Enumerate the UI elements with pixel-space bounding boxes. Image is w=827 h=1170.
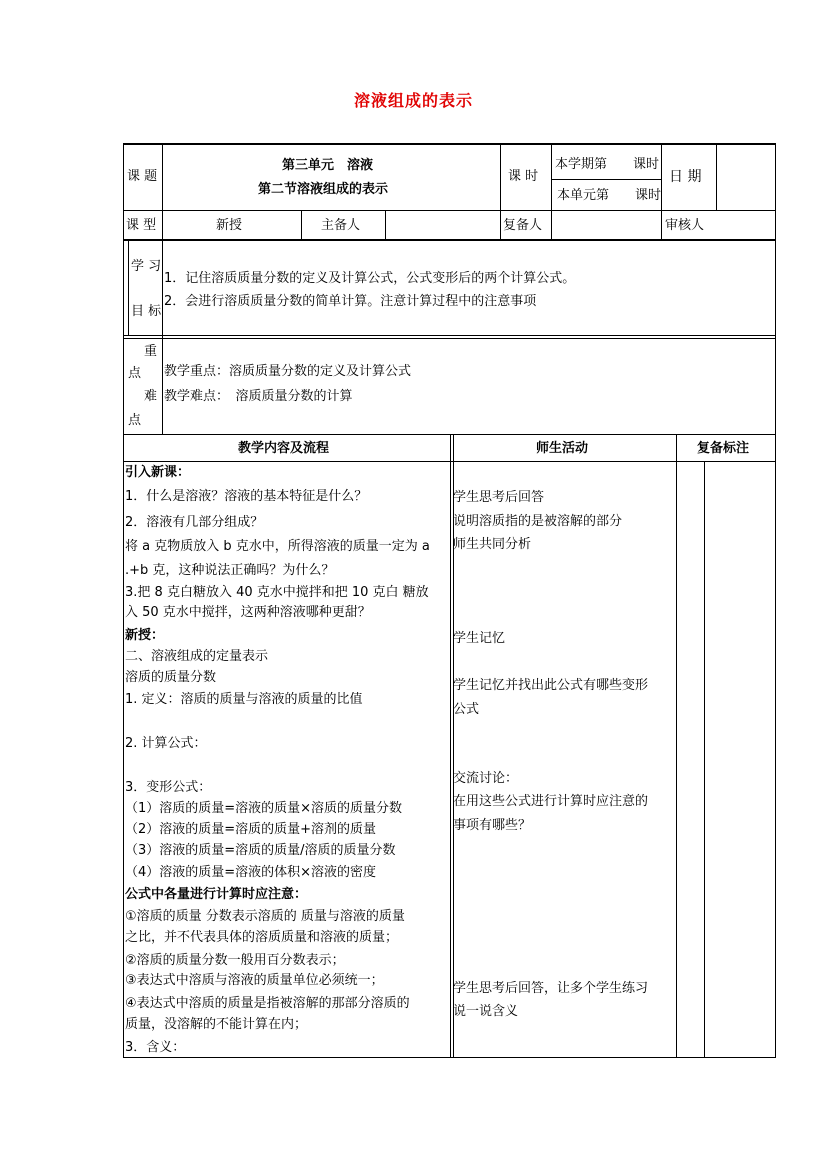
table-divider (123, 338, 776, 339)
hours-divider (551, 179, 661, 180)
content-line: 新授： (125, 628, 165, 643)
hours-label: 课 时 (508, 169, 539, 184)
focus-label: 难 (144, 389, 158, 404)
content-line: ②溶质的质量分数一般用百分数表示； (125, 953, 345, 968)
table-divider (551, 143, 552, 239)
page-title: 溶液组成的表示 (353, 91, 473, 110)
content-line: （2）溶液的质量=溶质的质量+溶剂的质量 (125, 822, 377, 837)
table-divider (704, 461, 705, 1057)
content-line: 2．溶液有几部分组成？ (125, 515, 264, 530)
focus-label: 点 (128, 413, 142, 428)
column-header-content: 教学内容及流程 (238, 441, 330, 456)
type-label: 课 型 (126, 218, 157, 233)
activity-item: 学生记忆并找出此公式有哪些变形 (453, 678, 649, 693)
goal-item: 2．会进行溶质质量分数的简单计算。注意计算过程中的注意事项 (164, 294, 537, 309)
content-line: 入 50 克水中搅拌，这两种溶液哪种更甜？ (125, 605, 371, 620)
content-line: 3.把 8 克白糖放入 40 克水中搅拌和把 10 克白 糖放 (125, 585, 429, 600)
content-line: ③表达式中溶质与溶液的质量单位必须统一； (125, 973, 384, 988)
activity-item: 公式 (453, 702, 480, 717)
key-point: 教学重点：溶质质量分数的定义及计算公式 (164, 364, 412, 379)
topic-label: 课 题 (127, 169, 158, 184)
table-divider (661, 143, 662, 239)
table-divider (450, 434, 451, 1057)
table-divider (123, 335, 776, 336)
table-border-right (775, 143, 776, 1058)
semester-hours: 本学期第 课时 (555, 157, 660, 172)
reviewer-label: 审核人 (665, 218, 705, 233)
difficult-point: 教学难点： 溶质质量分数的计算 (164, 389, 353, 404)
column-header-activity: 师生活动 (536, 441, 589, 456)
activity-item: 学生思考后回答，让多个学生练习 (453, 981, 649, 996)
activity-item: 在用这些公式进行计算时应注意的 (453, 794, 649, 809)
content-line: ①溶质的质量 分数表示溶质的 质量与溶液的质量 (125, 909, 405, 924)
content-line: 3．变形公式： (125, 780, 212, 795)
goals-label-2: 目 标 (131, 304, 162, 319)
table-divider (162, 143, 163, 434)
content-line: 公式中各量进行计算时应注意： (125, 887, 308, 902)
activity-item: 说一说含义 (453, 1004, 519, 1019)
content-line: ④表达式中溶质的质量是指被溶解的那部分溶质的 (125, 996, 410, 1011)
activity-item: 师生共同分析 (453, 537, 532, 552)
table-divider (676, 434, 677, 1057)
focus-label: 重 (144, 344, 158, 359)
content-line: 3．含义： (125, 1040, 186, 1055)
goal-item: 1．记住溶质质量分数的定义及计算公式，公式变形后的两个计算公式。 (164, 271, 576, 286)
type-value: 新授 (216, 218, 243, 233)
table-divider (500, 143, 501, 239)
activity-item: 学生记忆 (453, 631, 506, 646)
activity-item: 交流讨论： (453, 771, 519, 786)
activity-item: 学生思考后回答 (453, 490, 545, 505)
content-line: 1．什么是溶液？溶液的基本特征是什么？ (125, 489, 368, 504)
column-header-notes: 复备标注 (697, 441, 750, 456)
content-line: 引入新课： (125, 465, 191, 480)
table-divider (123, 210, 776, 211)
unit-title: 第三单元 溶液 (282, 158, 374, 173)
goals-label-1: 学 习 (131, 259, 162, 274)
table-border-left (123, 143, 124, 1058)
activity-item: 说明溶质指的是被溶解的部分 (453, 514, 623, 529)
content-line: .+b 克，这种说法正确吗？为什么？ (125, 563, 335, 578)
table-divider (301, 210, 302, 239)
content-line: 二、溶液组成的定量表示 (125, 649, 269, 664)
date-label: 日 期 (669, 169, 702, 185)
content-line: （1）溶质的质量=溶液的质量×溶质的质量分数 (125, 801, 403, 816)
content-line: 1. 定义：溶质的质量与溶液的质量的比值 (125, 692, 363, 707)
content-line: （4）溶液的质量=溶液的体积×溶液的密度 (125, 865, 377, 880)
content-line: 之比，并不代表具体的溶质质量和溶液的质量； (125, 930, 399, 945)
table-divider (716, 143, 717, 210)
preparer-label: 主备人 (321, 218, 361, 233)
content-line: 将 a 克物质放入 b 克水中，所得溶液的质量一定为 a (125, 539, 430, 554)
focus-label: 点 (128, 366, 142, 381)
section-title: 第二节溶液组成的表示 (258, 182, 389, 197)
content-line: （3）溶液的质量=溶质的质量/溶质的质量分数 (125, 843, 396, 858)
content-line: 2. 计算公式： (125, 736, 207, 751)
table-divider (128, 239, 129, 335)
content-line: 质量，没溶解的不能计算在内； (125, 1017, 308, 1032)
unit-hours: 本单元第 课时 (557, 188, 662, 203)
co-preparer-label: 复备人 (503, 218, 543, 233)
table-border-bottom (123, 1057, 776, 1058)
table-divider (123, 239, 776, 241)
activity-item: 事项有哪些？ (453, 818, 532, 833)
table-divider (385, 210, 386, 239)
table-border-top (123, 143, 776, 145)
content-line: 溶质的质量分数 (125, 670, 217, 685)
